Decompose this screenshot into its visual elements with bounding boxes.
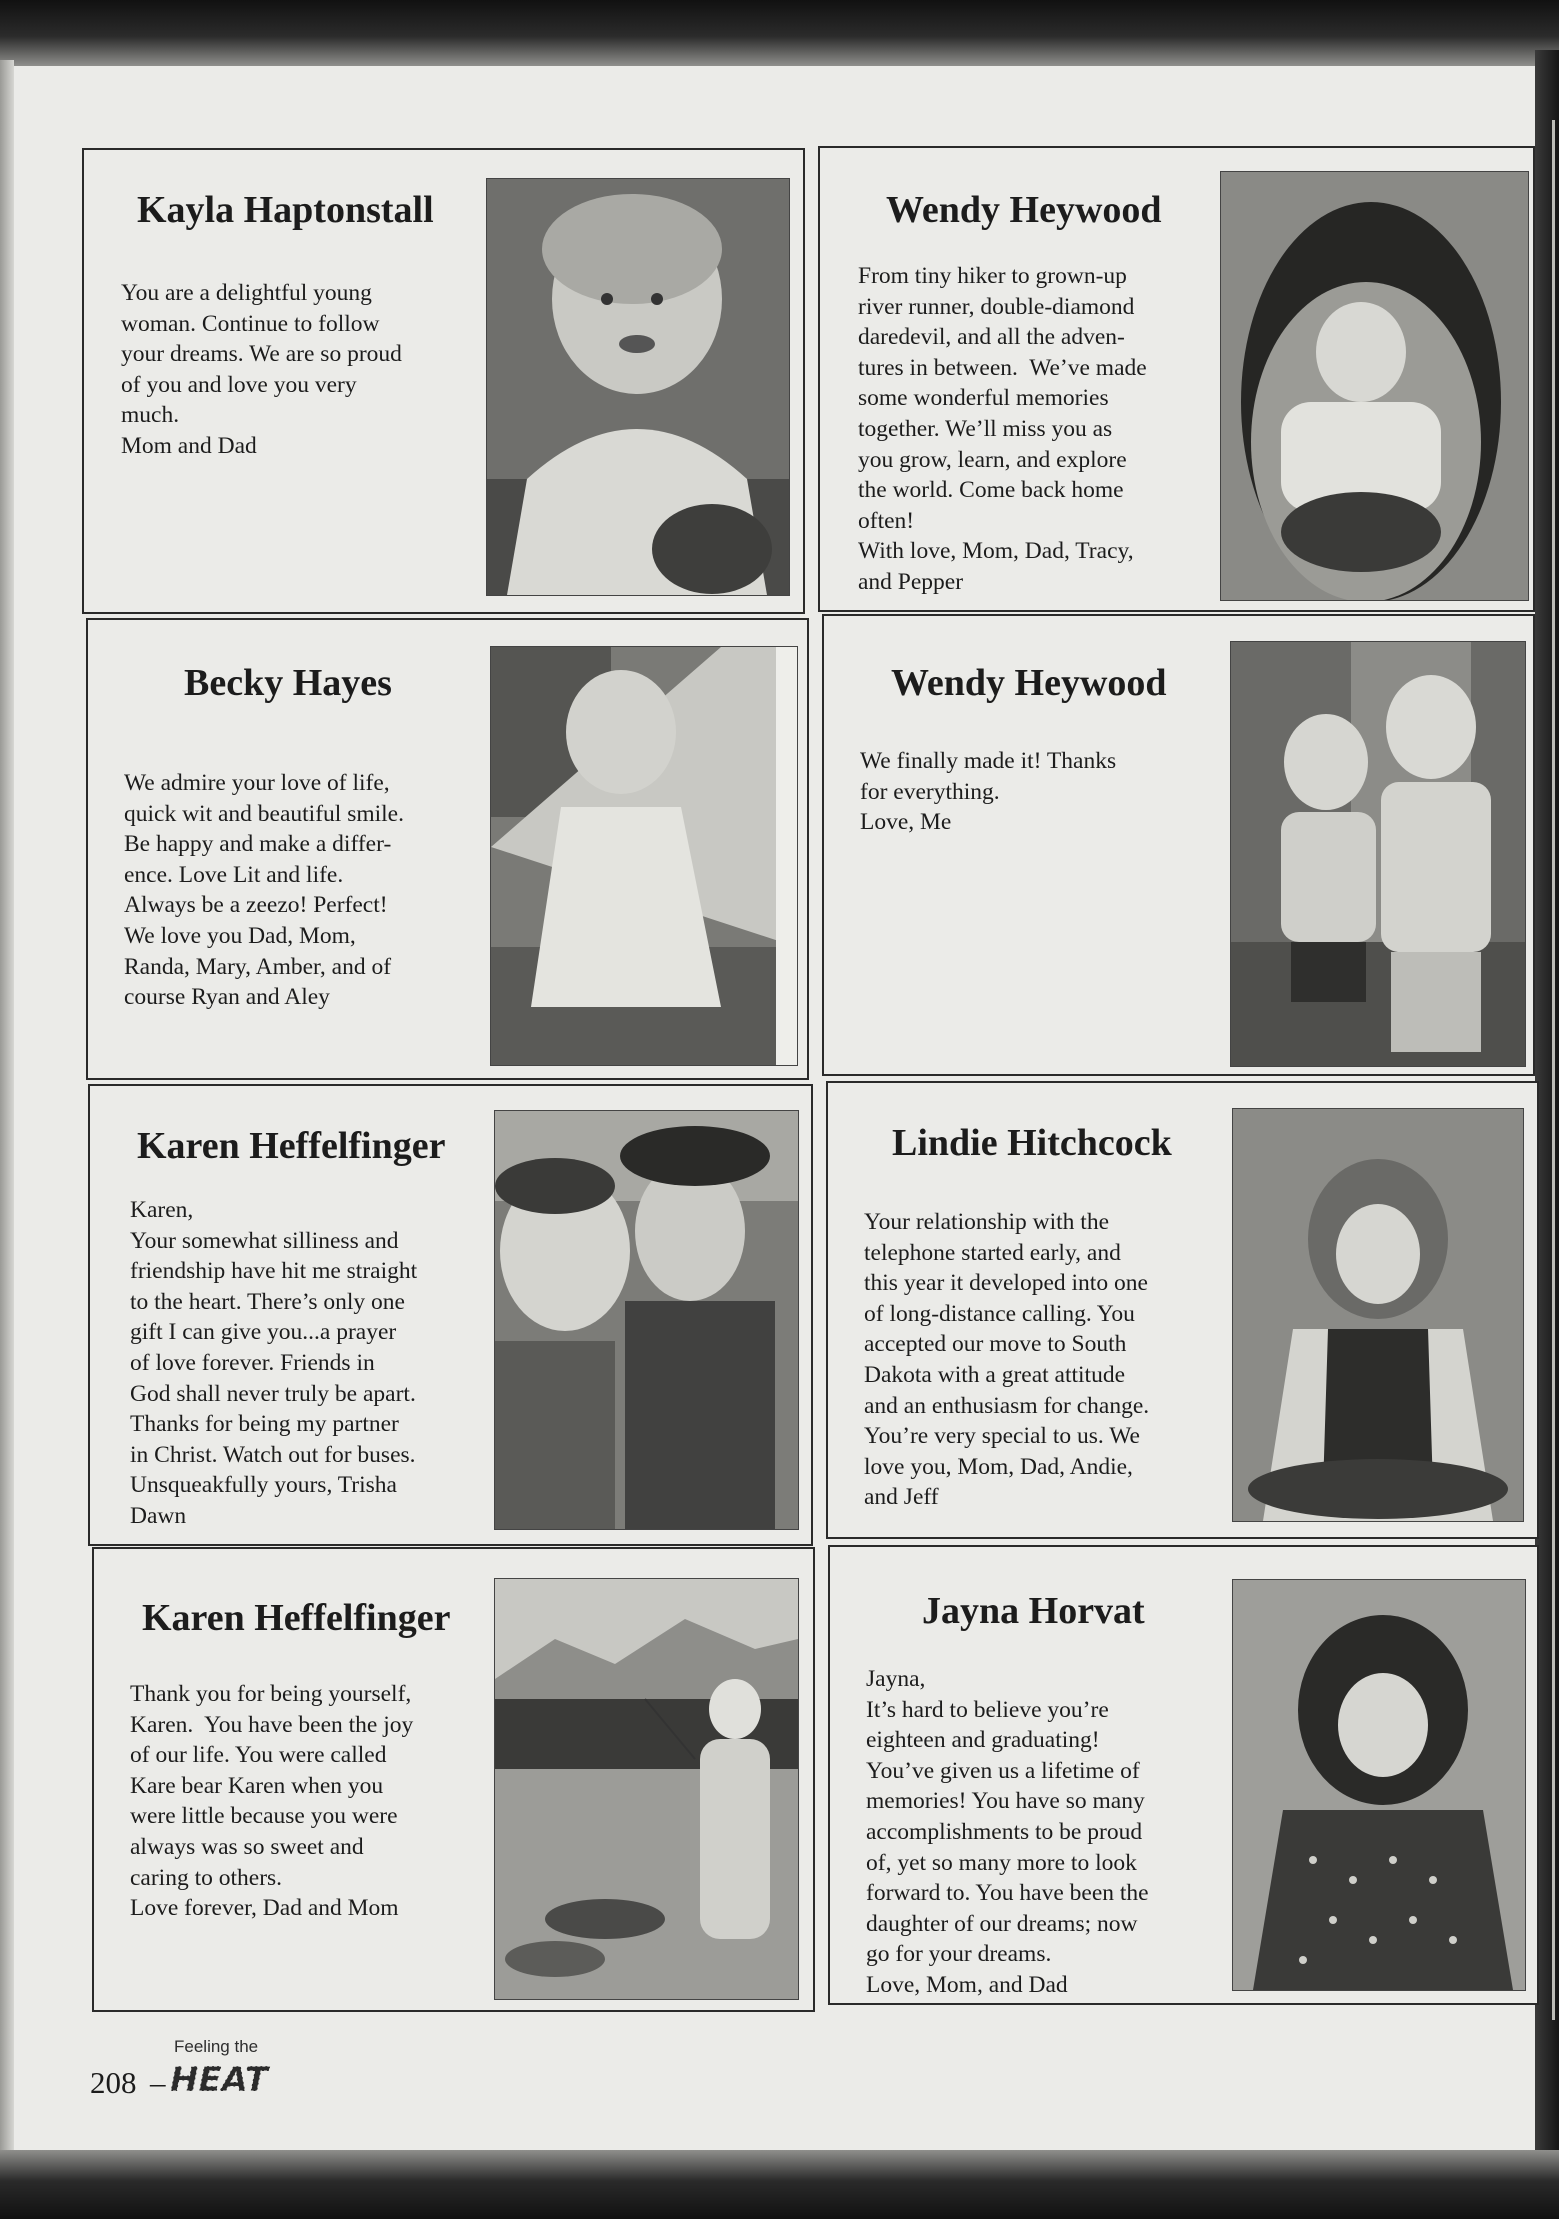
card-name: Wendy Heywood: [886, 189, 1162, 231]
card-message: We finally made it! Thanks for everything. Love, Me: [860, 748, 1117, 836]
telephone-photo: [1232, 1108, 1524, 1522]
card-name: Jayna Horvat: [922, 1590, 1145, 1632]
portrait-photo: [1232, 1579, 1526, 1991]
tribute-card-kayla-haptonstall: [82, 148, 805, 614]
card-message: From tiny hiker to grown-up river runner, double-diamond daredevil, and all the adven- tures in between. We’ve made some wonderful memories together. We’ll miss you as you grow, learn, and explore the world. Come back home often! With love, Mom, Dad, Tracy, and Pepper: [858, 263, 1147, 595]
card-message: Karen, Your somewhat silliness and friendship have hit me straight to the heart. There’s only one gift I can give you...a prayer of love forever. Friends in God shall never truly be apart. Thanks for being my partner in Christ. Watch out for buses. Unsqueakfully yours, Trisha Dawn: [130, 1197, 418, 1529]
card-name: Kayla Haptonstall: [137, 189, 434, 231]
lake-fishing-photo: [494, 1578, 799, 2000]
tribute-card-lindie-hitchcock: [826, 1081, 1539, 1539]
page-spine: [0, 60, 14, 2160]
tribute-card-karen-heffelfinger-1: [88, 1084, 813, 1546]
card-message: You are a delightful young woman. Continue to follow your dreams. We are so proud of you and love you very much. Mom and Dad: [121, 280, 402, 459]
tribute-card-becky-hayes: [86, 618, 809, 1080]
card-message: Your relationship with the telephone started early, and this year it developed into one of long-distance calling. You accepted our move to South Dakota with a great attitude and an enthusiasm for change. You’re very special to us. We love you, Mom, Dad, Andie, and Jeff: [864, 1209, 1150, 1511]
heat-logo: [168, 2055, 280, 2099]
tribute-card-jayna-horvat: [828, 1545, 1539, 2005]
hiker-photo: [1220, 171, 1529, 601]
scan-bottom-edge: [0, 2150, 1559, 2219]
card-message: Jayna, It’s hard to believe you’re eighteen and graduating! You’ve given us a lifetime of memories! You have so many accomplishments to be proud of, yet so many more to look forward to. You have been the daughter of our dreams; now go for your dreams. Love, Mom, and Dad: [866, 1666, 1149, 1998]
card-name: Wendy Heywood: [891, 662, 1167, 704]
card-name: Becky Hayes: [184, 662, 392, 704]
tribute-card-wendy-heywood-1: [818, 146, 1535, 612]
scan-top-edge: [0, 0, 1559, 66]
svg-text:HEAT: HEAT: [170, 2060, 268, 2099]
page-number: 208: [90, 2065, 137, 2100]
toddler-photo: [490, 646, 798, 1066]
card-message: We admire your love of life, quick wit and beautiful smile. Be happy and make a differ- ence. Love Lit and life. Always be a zeezo! Perfect! We love you Dad, Mom, Randa, Mary, Amber, and of course Ryan and Aley: [124, 770, 404, 1011]
friends-photo: [494, 1110, 799, 1530]
adjacent-page-line: [1552, 120, 1555, 2020]
card-name: Lindie Hitchcock: [892, 1122, 1172, 1164]
tribute-card-karen-heffelfinger-2: [92, 1547, 815, 2012]
baby-photo: [486, 178, 790, 596]
card-name: Karen Heffelfinger: [137, 1125, 446, 1167]
tribute-card-wendy-heywood-2: [822, 614, 1535, 1076]
card-message: Thank you for being yourself, Karen. You have been the joy of our life. You were called Kare bear Karen when you were little because you were always was so sweet and caring to others. Love forever, Dad and Mom: [130, 1681, 414, 1922]
page-number-dash: –: [150, 2065, 166, 2100]
card-name: Karen Heffelfinger: [142, 1597, 451, 1639]
siblings-photo: [1230, 641, 1526, 1067]
section-subtitle: Feeling the: [174, 2037, 259, 2056]
